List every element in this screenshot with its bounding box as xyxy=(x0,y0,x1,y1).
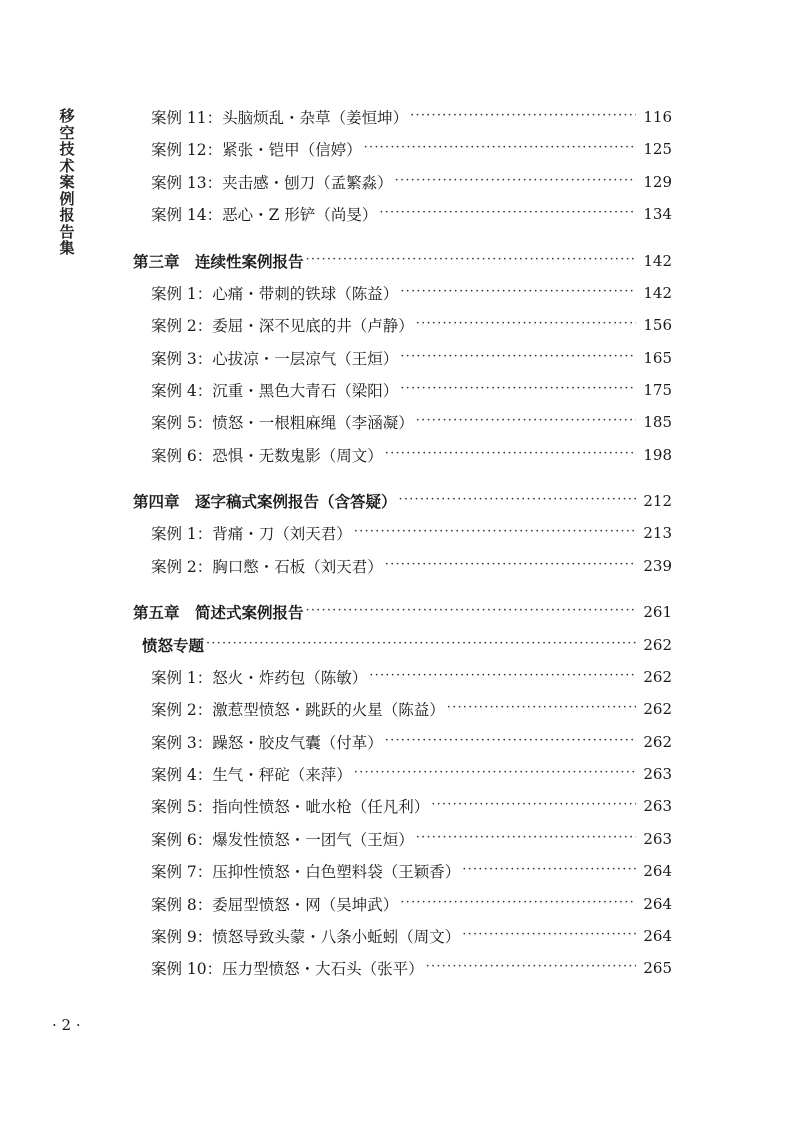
toc-entry-label: 案例 2：激惹型愤怒・跳跃的火星（陈益） xyxy=(151,701,445,719)
toc-entry-label: 案例 11：头脑烦乱・杂草（姜恒坤） xyxy=(151,109,409,127)
toc-entry-label: 案例 3：躁怒・胶皮气囊（付革） xyxy=(151,734,383,752)
dot-leader xyxy=(306,600,636,624)
toc-chapter-entry xyxy=(133,249,672,273)
toc-entry-label: 案例 4：沉重・黑色大青石（梁阳） xyxy=(151,382,399,400)
toc-entry-page: 198 xyxy=(643,446,672,464)
toc-entry-page: 264 xyxy=(643,895,672,913)
toc-case-entry xyxy=(151,443,672,467)
toc-entry-label: 第五章 简述式案例报告 xyxy=(133,604,304,622)
toc-case-entry xyxy=(151,956,672,980)
toc-entry-page: 156 xyxy=(643,316,672,334)
dot-leader xyxy=(447,697,636,721)
toc-entry-page: 165 xyxy=(643,349,672,367)
dot-leader xyxy=(426,956,636,980)
toc-entry-label: 案例 9：愤怒导致头蒙・八条小蚯蚓（周文） xyxy=(151,928,461,946)
running-head-book-title: 移空技术案例报告集 xyxy=(59,107,75,257)
dot-leader xyxy=(410,105,636,129)
toc-case-entry xyxy=(151,313,672,337)
dot-leader xyxy=(400,281,636,305)
dot-leader xyxy=(206,633,636,657)
toc-topic-entry xyxy=(142,633,672,657)
toc-entry-label: 案例 3：心拔凉・一层凉气（王烜） xyxy=(151,350,399,368)
toc-entry-page: 213 xyxy=(643,524,672,542)
toc-entry-page: 264 xyxy=(643,862,672,880)
toc-entry-label: 案例 6：恐惧・无数鬼影（周文） xyxy=(151,447,383,465)
toc-case-entry xyxy=(151,859,672,883)
toc-case-entry xyxy=(151,410,672,434)
toc-entry-page: 185 xyxy=(643,413,672,431)
dot-leader xyxy=(400,378,636,402)
toc-case-entry xyxy=(151,554,672,578)
dot-leader xyxy=(416,410,636,434)
toc-entry-page: 134 xyxy=(643,205,672,223)
toc-case-entry xyxy=(151,202,672,226)
dot-leader xyxy=(385,730,636,754)
toc-entry-page: 129 xyxy=(643,173,672,191)
toc-entry-page: 265 xyxy=(643,959,672,977)
dot-leader xyxy=(462,859,636,883)
toc-entry-page: 142 xyxy=(643,284,672,302)
toc-entry-label: 案例 5：愤怒・一根粗麻绳（李涵凝） xyxy=(151,414,414,432)
toc-entry-label: 案例 14：恶心・Z 形铲（尚旻） xyxy=(151,206,378,224)
toc-entry-page: 175 xyxy=(643,381,672,399)
toc-entry-label: 案例 1：怒火・炸药包（陈敏） xyxy=(151,669,368,687)
dot-leader xyxy=(416,313,636,337)
toc-entry-page: 261 xyxy=(643,603,672,621)
dot-leader xyxy=(379,202,636,226)
dot-leader xyxy=(400,892,636,916)
toc-case-entry xyxy=(151,281,672,305)
toc-case-entry xyxy=(151,762,672,786)
toc-entry-label: 案例 12：紧张・铠甲（信婷） xyxy=(151,141,362,159)
toc-entry-page: 262 xyxy=(643,636,672,654)
dot-leader xyxy=(431,794,636,818)
toc-entry-page: 212 xyxy=(643,492,672,510)
toc-entry-label: 案例 2：委屈・深不见底的井（卢静） xyxy=(151,317,414,335)
toc-entry-page: 142 xyxy=(643,252,672,270)
toc-entry-label: 案例 13：夹击感・刨刀（孟繁淼） xyxy=(151,174,393,192)
toc-case-entry xyxy=(151,827,672,851)
toc-entry-label: 案例 1：心痛・带刺的铁球（陈益） xyxy=(151,285,399,303)
toc-entry-label: 第四章 逐字稿式案例报告（含答疑） xyxy=(133,493,397,511)
dot-leader xyxy=(306,249,636,273)
toc-entry-page: 262 xyxy=(643,700,672,718)
toc-case-entry xyxy=(151,105,672,129)
toc-entry-label: 案例 2：胸口憋・石板（刘天君） xyxy=(151,558,383,576)
toc-entry-page: 263 xyxy=(643,765,672,783)
toc-case-entry xyxy=(151,794,672,818)
toc-case-entry xyxy=(151,697,672,721)
dot-leader xyxy=(462,924,636,948)
toc-chapter-entry xyxy=(133,600,672,624)
dot-leader xyxy=(364,137,636,161)
toc-chapter-entry xyxy=(133,489,672,513)
toc-case-entry xyxy=(151,378,672,402)
toc-case-entry xyxy=(151,924,672,948)
toc-case-entry xyxy=(151,521,672,545)
toc-entry-label: 案例 10：压力型愤怒・大石头（张平） xyxy=(151,960,424,978)
toc-entry-label: 案例 4：生气・秤砣（来萍） xyxy=(151,766,352,784)
toc-case-entry xyxy=(151,137,672,161)
toc-entry-page: 264 xyxy=(643,927,672,945)
dot-leader xyxy=(399,489,636,513)
toc-entry-page: 263 xyxy=(643,830,672,848)
dot-leader xyxy=(354,762,636,786)
dot-leader xyxy=(416,827,636,851)
toc-entry-label: 愤怒专题 xyxy=(142,637,205,655)
toc-entry-page: 262 xyxy=(643,668,672,686)
toc-entry-page: 116 xyxy=(643,108,672,126)
toc-entry-page: 263 xyxy=(643,797,672,815)
toc-case-entry xyxy=(151,730,672,754)
dot-leader xyxy=(400,346,636,370)
dot-leader xyxy=(385,554,636,578)
toc-entry-label: 案例 6：爆发性愤怒・一团气（王烜） xyxy=(151,831,414,849)
dot-leader xyxy=(385,443,636,467)
dot-leader xyxy=(369,665,636,689)
toc-entry-label: 案例 7：压抑性愤怒・白色塑料袋（王颖香） xyxy=(151,863,461,881)
toc-entry-label: 案例 1：背痛・刀（刘天君） xyxy=(151,525,352,543)
toc-case-entry xyxy=(151,892,672,916)
toc-entry-page: 239 xyxy=(643,557,672,575)
toc-entry-label: 第三章 连续性案例报告 xyxy=(133,253,304,271)
toc-entry-label: 案例 5：指向性愤怒・呲水枪（任凡利） xyxy=(151,798,430,816)
dot-leader xyxy=(354,521,636,545)
page-number: · 2 · xyxy=(52,1016,81,1034)
toc-case-entry xyxy=(151,665,672,689)
toc-case-entry xyxy=(151,170,672,194)
toc-entry-page: 125 xyxy=(643,140,672,158)
dot-leader xyxy=(395,170,636,194)
toc-entry-page: 262 xyxy=(643,733,672,751)
toc-entry-label: 案例 8：委屈型愤怒・网（吴坤武） xyxy=(151,896,399,914)
toc-case-entry xyxy=(151,346,672,370)
